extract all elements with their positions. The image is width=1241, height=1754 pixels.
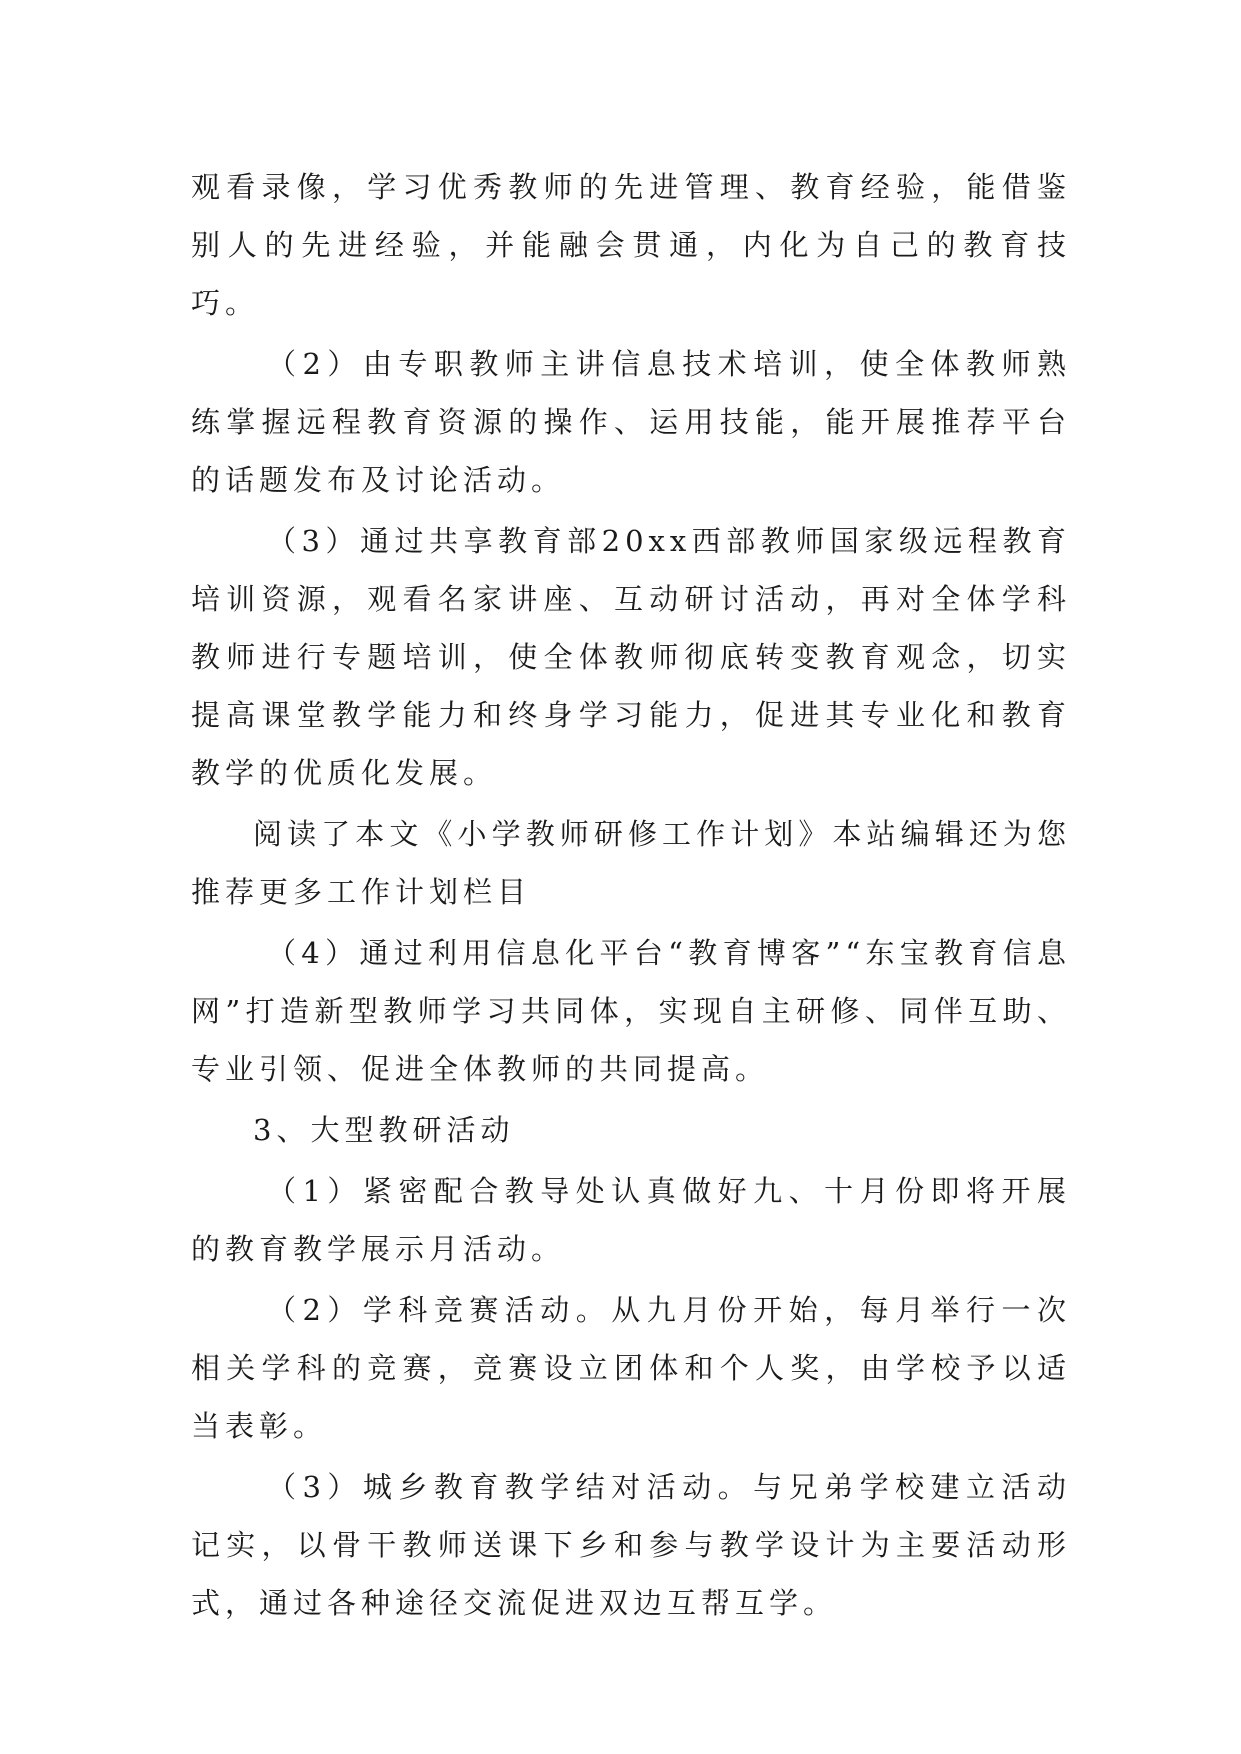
document-body: [191, 158, 1071, 1635]
paragraph-continuation: 观看录像，学习优秀教师的先进管理、教育经验，能借鉴别人的先进经验，并能融会贯通，内化为自己的教育技巧。: [191, 170, 1071, 320]
paragraph-activity-1: （1）紧密配合教导处认真做好九、十月份即将开展的教育教学展示月活动。: [191, 1174, 1071, 1266]
paragraph-site-note: 阅读了本文《小学教师研修工作计划》本站编辑还为您推荐更多工作计划栏目: [191, 817, 1071, 909]
paragraph-activity-2: （2）学科竞赛活动。从九月份开始，每月举行一次相关学科的竞赛，竞赛设立团体和个人奖，由学校予以适当表彰。: [191, 1293, 1071, 1443]
section-heading: 3、大型教研活动: [253, 1113, 515, 1147]
paragraph-item-3: （3）通过共享教育部20xx西部教师国家级远程教育培训资源，观看名家讲座、互动研讨活动，再对全体学科教师进行专题培训，使全体教师彻底转变教育观念，切实提高课堂教学能力和终身学习能力，促进其专业化和教育教学的优质化发展。: [191, 524, 1071, 790]
paragraph-activity-3: （3）城乡教育教学结对活动。与兄弟学校建立活动记实，以骨干教师送课下乡和参与教学设计为主要活动形式，通过各种途径交流促进双边互帮互学。: [191, 1470, 1071, 1620]
paragraph-item-2: （2）由专职教师主讲信息技术培训，使全体教师熟练掌握远程教育资源的操作、运用技能，能开展推荐平台的话题发布及讨论活动。: [191, 347, 1071, 497]
paragraph-item-4: （4）通过利用信息化平台“教育博客”“东宝教育信息网”打造新型教师学习共同体，实现自主研修、同伴互助、专业引领、促进全体教师的共同提高。: [191, 936, 1071, 1086]
